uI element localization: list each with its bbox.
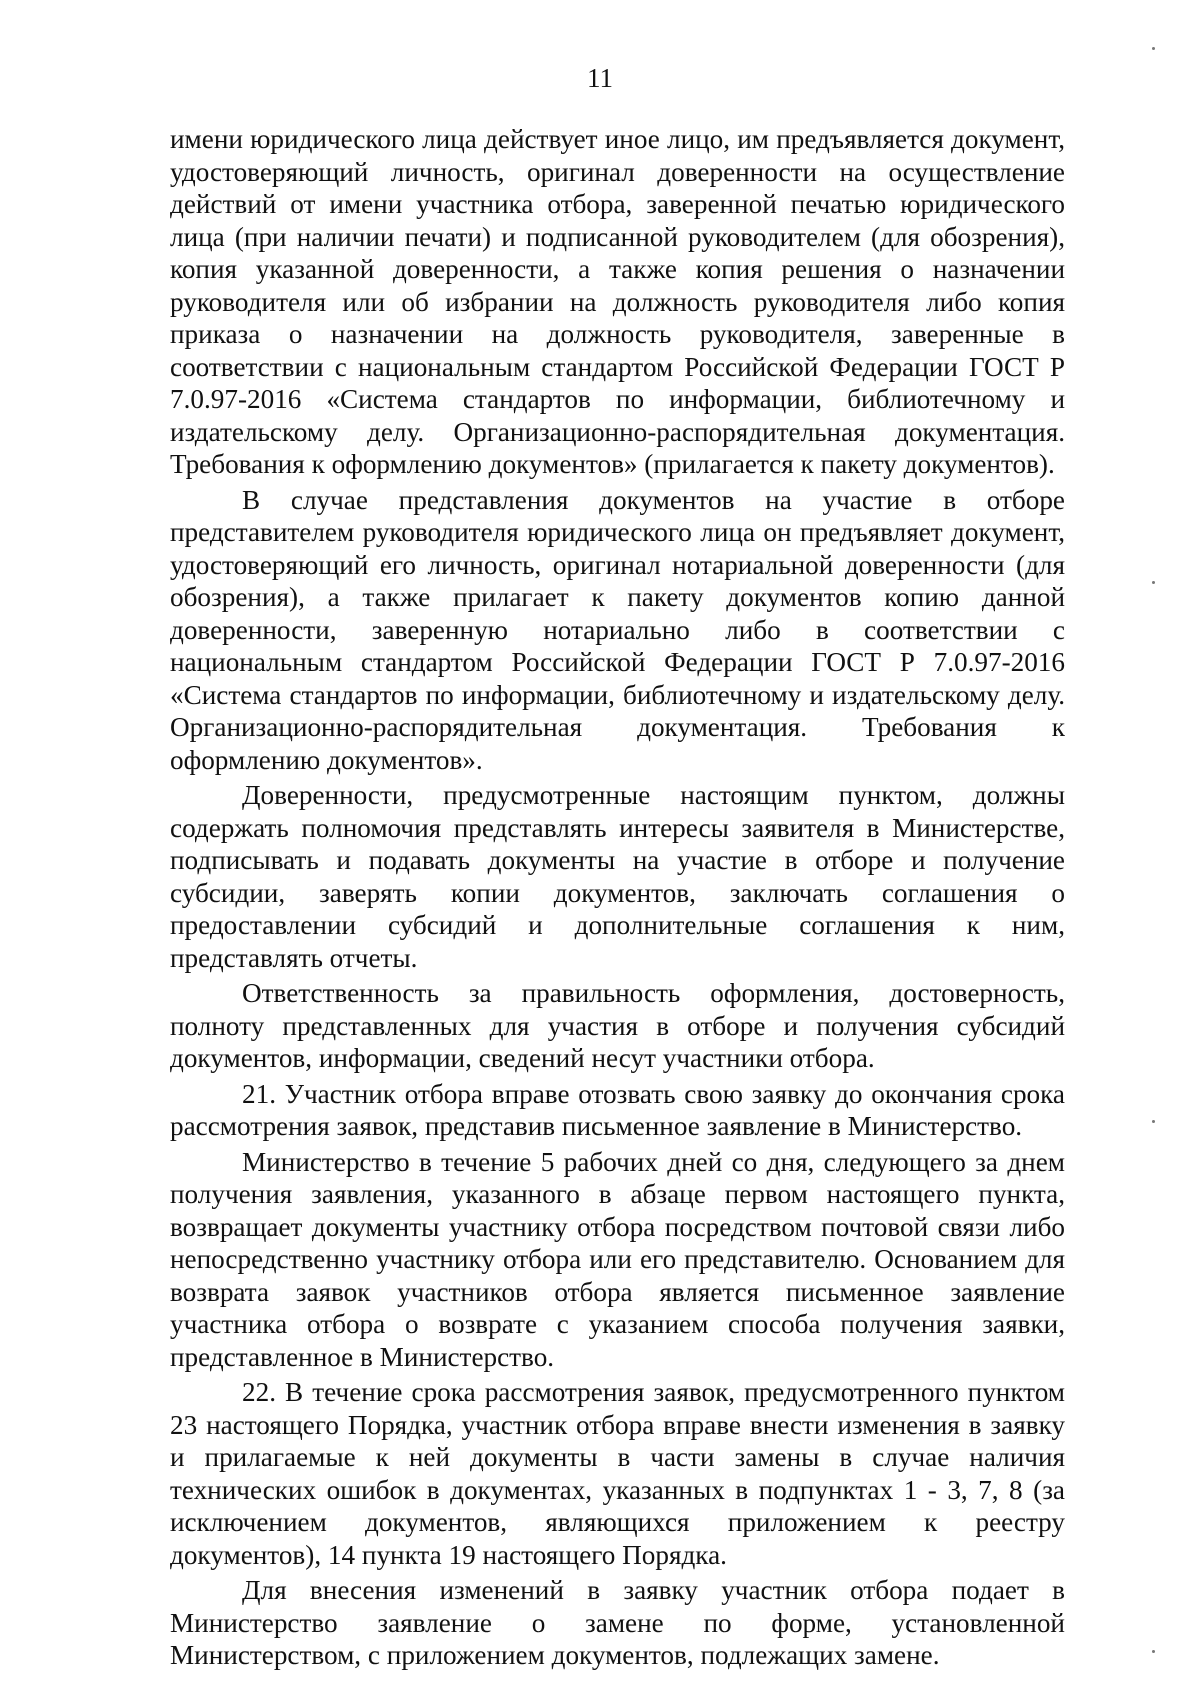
paragraph: В случае представления документов на участие в отборе представителем руководителя юридического лица он предъявляет документ, удостоверяющий его личность, оригинал нотариальной доверенности (для обозрения), а также прилагает к пакету документов копию данной доверенности, заверенную нотариально либо в соответствии с национальным стандартом Российской Федерации ГОСТ Р 7.0.97-2016 «Система стандартов по информации, библиотечному и издательскому делу. Организационно-распорядительная документация. Требования к оформлению документов». (170, 484, 1065, 775)
paragraph: Ответственность за правильность оформления, достоверность, полноту представленных для участия в отборе и получения субсидий документов, информации, сведений несут участники отбора. (170, 978, 1065, 1073)
paragraph: Министерство в течение 5 рабочих дней со дня, следующего за днем получения заявления, указанного в абзаце первом настоящего пункта, возвращает документы участнику отбора посредством почтовой связи либо непосредственно участнику отбора или его представителю. Основанием для возврата заявок участников отбора является письменное заявление участника отбора о возврате с указанием способа получения заявки, представленное в Министерство. (170, 1146, 1065, 1372)
paragraph-continuation: имени юридического лица действует иное лицо, им предъявляется документ, удостоверяющий личность, оригинал доверенности на осуществление действий от имени участника отбора, заверенной печатью юридического лица (при наличии печати) и подписанной руководителем (для обозрения), копия указанной доверенности, а также копия решения о назначении руководителя или об избрании на должность руководителя либо копия приказа о назначении на должность руководителя, заверенные в соответствии с национальным стандартом Российской Федерации ГОСТ Р 7.0.97-2016 «Система стандартов по информации, библиотечному и издательскому делу. Организационно-распорядительная документация. Требования к оформлению документов» (прилагается к пакету документов). (170, 124, 1065, 479)
scan-speck (1152, 581, 1155, 584)
scan-speck (1152, 1120, 1155, 1123)
page-number: 11 (587, 63, 613, 93)
paragraph-item-22: 22. В течение срока рассмотрения заявок, предусмотренного пунктом 23 настоящего Порядка, участник отбора вправе внести изменения в заявку и прилагаемые к ней документы в части замены в случае наличия технических ошибок в документах, указанных в подпунктах 1 - 3, 7, 8 (за исключением документов, являющихся приложением к реестру документов), 14 пункта 19 настоящего Порядка. (170, 1377, 1065, 1570)
document-body (170, 123, 1065, 1672)
paragraph: Доверенности, предусмотренные настоящим пунктом, должны содержать полномочия представлять интересы заявителя в Министерстве, подписывать и подавать документы на участие в отборе и получение субсидии, заверять копии документов, заключать соглашения о предоставлении субсидий и дополнительные соглашения к ним, представлять отчеты. (170, 780, 1065, 973)
scan-speck (1152, 47, 1155, 50)
paragraph-item-21: 21. Участник отбора вправе отозвать свою заявку до окончания срока рассмотрения заявок, представив письменное заявление в Министерство. (170, 1078, 1065, 1141)
scan-speck (1152, 1650, 1155, 1653)
paragraph: Для внесения изменений в заявку участник отбора подает в Министерство заявление о замене по форме, установленной Министерством, с приложением документов, подлежащих замене. (170, 1575, 1065, 1670)
